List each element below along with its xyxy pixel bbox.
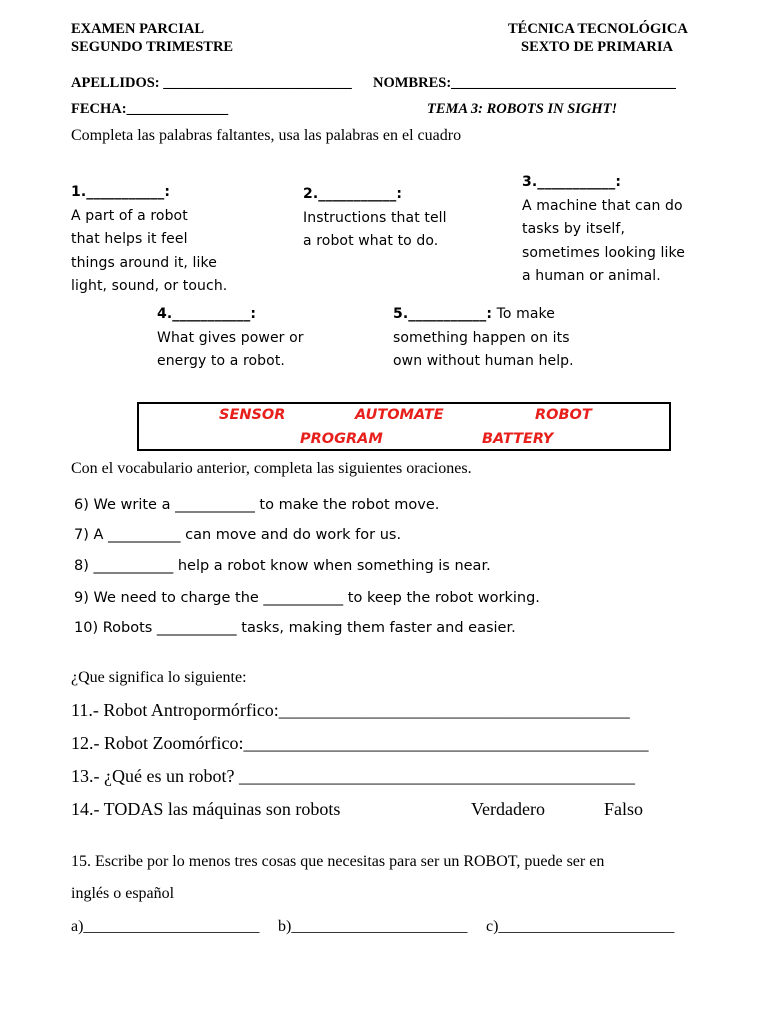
option-verdadero[interactable]: Verdadero [471,799,545,819]
instruction-complete-sentences: Con el vocabulario anterior, completa las siguientes oraciones. [71,460,472,477]
definition-4 [157,303,304,374]
option-falso[interactable]: Falso [604,799,644,819]
answer-a[interactable]: a)______________________ [71,918,260,935]
word-automate: AUTOMATE [355,407,444,423]
question-15: 15. Escribe por lo menos tres cosas que necesitas para ser un ROBOT, puede ser en [71,853,605,870]
definition-2 [303,183,447,254]
definition-line: own without human help. [393,353,574,369]
definition-line: something happen on its [393,329,570,346]
apellidos-field[interactable]: APELLIDOS: __________________________ [71,75,352,91]
question-14: 14.- TODAS las máquinas son robots [71,799,341,819]
nombres-field[interactable]: NOMBRES:_______________________________ [373,75,676,91]
answer-b[interactable]: b)______________________ [278,918,468,935]
definition-number[interactable]: 2.___________: [303,186,403,202]
sentence-9[interactable]: 9) We need to charge the ___________ to keep the robot working. [74,590,540,606]
definition-line: sometimes looking like [522,244,685,261]
question-15-cont: inglés o español [71,885,175,902]
definition-number[interactable]: 5.___________: [393,306,493,322]
sentence-10[interactable]: 10) Robots ___________ tasks, making them faster and easier. [74,620,516,636]
question-11[interactable]: 11.- Robot Antropormórfico:_______________________________________ [71,700,630,720]
word-robot: ROBOT [535,407,592,423]
definition-line: energy to a robot. [157,353,285,369]
subject-label: TÉCNICA TECNOLÓGICA [508,21,688,37]
definition-line: things around it, like [71,254,217,271]
question-13[interactable]: 13.- ¿Qué es un robot? ____________________________________________ [71,766,635,786]
fecha-field[interactable]: FECHA:______________ [71,101,229,117]
trimester-label: SEGUNDO TRIMESTRE [71,39,234,55]
word-bank-box [137,402,671,451]
meaning-title: ¿Que significa lo siguiente: [71,669,247,686]
definition-number[interactable]: 1.___________: [71,184,171,200]
definition-3 [522,171,685,289]
definition-line: tasks by itself, [522,221,625,237]
grade-label: SEXTO DE PRIMARIA [521,39,674,55]
definition-line: A part of a robot [71,207,188,224]
definition-1 [71,181,227,299]
word-battery: BATTERY [482,431,554,447]
definition-line: What gives power or [157,329,304,346]
definition-number[interactable]: 3.___________: [522,174,622,190]
question-12[interactable]: 12.- Robot Zoomórfico:_____________________________________________ [71,733,649,753]
definition-line: light, sound, or touch. [71,278,228,294]
definition-line: a robot what to do. [303,233,439,249]
sentence-8[interactable]: 8) ___________ help a robot know when something is near. [74,558,491,574]
sentence-7[interactable]: 7) A __________ can move and do work for us. [74,527,402,543]
exam-title: EXAMEN PARCIAL [71,21,205,37]
word-sensor: SENSOR [219,407,286,423]
definition-line: A machine that can do [522,197,683,214]
definition-line: a human or animal. [522,268,661,284]
definition-5 [393,303,574,374]
definition-number[interactable]: 4.___________: [157,306,257,322]
word-program: PROGRAM [300,431,383,447]
definition-line: Instructions that tell [303,209,447,226]
sentence-6[interactable]: 6) We write a ___________ to make the robot move. [74,497,440,513]
instruction-fill-words: Completa las palabras faltantes, usa las palabras en el cuadro [71,127,462,144]
topic-title: TEMA 3: ROBOTS IN SIGHT! [427,101,618,117]
answer-c[interactable]: c)______________________ [486,918,675,935]
definition-line: that helps it feel [71,231,188,247]
definition-line: To make [496,306,555,322]
